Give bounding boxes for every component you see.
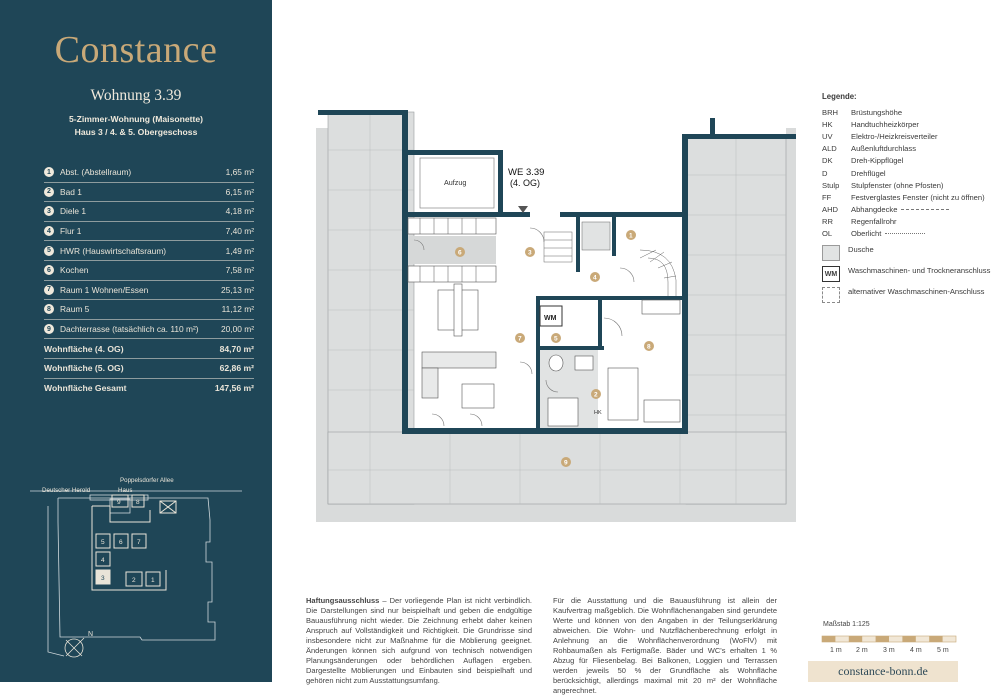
unit-location: Haus 3 / 4. & 5. Obergeschoss [74,127,198,137]
svg-text:8: 8 [647,343,651,351]
room-number-badge: 3 [44,206,54,216]
website-link[interactable]: constance-bonn.de [808,661,958,682]
legend-item: RR Regenfallrohr [822,217,897,227]
neighbor-label: Deutscher Herold [42,487,91,494]
storage-cabinet [582,222,610,250]
total-label: Wohnfläche (4. OG) [44,343,124,354]
svg-text:3: 3 [101,575,105,582]
room-name: Kochen [60,265,89,276]
room-area: 7,58 m² [225,265,254,276]
svg-text:7: 7 [137,539,141,546]
total-label: Wohnfläche Gesamt [44,382,127,393]
svg-text:2 m: 2 m [856,647,868,654]
unit-type: 5-Zimmer-Wohnung (Maisonette) [69,114,203,124]
room-area: 11,12 m² [221,304,254,315]
dashed-line-icon [901,209,949,210]
room-name: Dachterrasse (tatsächlich ca. 110 m²) [60,324,199,335]
street-label: Poppelsdorfer Allee [120,477,174,484]
stairs-hallway [544,232,572,262]
shower-icon [822,245,840,261]
stairs-upper [640,250,676,296]
disclaimer [306,596,532,686]
svg-text:4: 4 [101,557,105,564]
legend-item: FF Festverglastes Fenster (nicht zu öffnen) [822,192,985,202]
north-label: N [88,631,94,638]
svg-text:9: 9 [564,459,568,467]
room-name: Bad 1 [60,186,82,197]
legend-item: OL Oberlicht [822,228,992,240]
legend [822,92,992,303]
unit-title: Wohnung 3.39 [90,87,182,104]
room-name: Raum 5 [60,304,90,315]
bedroom [608,300,680,422]
total-area: 84,70 m² [219,343,254,354]
room-area: 7,40 m² [225,226,254,237]
room-number-badge: 9 [44,324,54,334]
bathroom [540,350,602,428]
total-area: 147,56 m² [214,382,254,393]
dining-table [438,284,478,336]
room-number-badge: 8 [44,304,54,314]
kitchen [408,218,496,282]
room-area: 4,18 m² [225,206,254,217]
alt-wm-icon [822,287,840,303]
room-name: HWR (Hauswirtschaftsraum) [60,245,167,256]
svg-text:1 m: 1 m [830,647,842,654]
room-area: 6,15 m² [225,186,254,197]
total-label: Wohnfläche (5. OG) [44,363,124,374]
wm-label: WM [544,315,557,322]
legend-shower: Dusche [822,245,992,261]
room-number-badge: 6 [44,265,54,275]
room-number-badge: 1 [44,167,54,177]
haus-label: Haus [118,487,133,494]
brand-logo: Constance [54,29,218,71]
legend-alt-wm: alternativer Waschmaschinen-Anschluss [822,287,992,303]
room-name: Diele 1 [60,206,87,217]
floor-label: (4. OG) [510,178,541,188]
room-number-badge: 2 [44,187,54,197]
elevator-label: Aufzug [444,178,467,187]
legend-title: Legende: [822,92,857,101]
total-area: 62,86 m² [219,363,254,374]
svg-text:2: 2 [594,391,598,399]
legend-item: DK Dreh-Kippflügel [822,156,904,166]
svg-text:6: 6 [458,249,462,257]
disclaimer-heading: Haftungsausschluss [306,596,380,605]
room-area: 25,13 m² [220,284,254,295]
legend-item: HK Handtuchheizkörper [822,119,919,129]
legend-item: AHD Abhangdecke [822,204,992,216]
svg-text:3 m: 3 m [883,647,895,654]
legend-item: D Drehflügel [822,168,886,178]
svg-text:7: 7 [518,335,522,343]
room-number-badge: 4 [44,226,54,236]
scale-label: Maßstab 1:125 [823,621,870,628]
contract-note: Für die Ausstattung und die Bauausführung ist allein der Kaufvertrag maßgeblich. Die Wohnflächenangaben sind gerundete Werte und können von den Angaben in der Teilungserklärung abweichen. Die Wohn- und Nutzflächenberechnung erfolgt in Anlehnung an die Wohnflächenverordnung (WoFlV) mit Rohbaumaßen als Fertigmaße. Bäder und WC's erhalten 1 % Abzug für Fliesenbelag. Bei Balkonen, Loggien und Terrassen werden jeweils 50 % der Grundfläche als Wohnfläche berücksichtigt, allerdings maximal mit 20 m² der Wohnfläche angerechnet. [553,596,777,696]
entry-arrow-icon [518,206,528,213]
room-name: Flur 1 [60,226,82,237]
sofa [422,352,496,408]
legend-wm: WM Waschmaschinen- und Trockneranschluss [822,266,992,282]
svg-text:2: 2 [132,577,136,584]
svg-text:5: 5 [101,539,105,546]
room-area: 20,00 m² [220,324,254,335]
svg-text:8: 8 [136,499,140,506]
legend-item: UV Elektro-/Heizkreisverteiler [822,131,938,141]
room-name: Raum 1 Wohnen/Essen [60,284,149,295]
svg-text:6: 6 [119,539,123,546]
scale-bar [822,636,956,654]
disclaimer-text: – Der vorliegende Plan ist nicht verbindlich. Die Darstellungen sind nur beispielhaft und geben die endgültige Bauausführung nicht wieder. Die Zeichnung erhebt daher keinen Anspruch auf Vollständigkeit und Richtigkeit. Die Grundrisse sind insbesondere nicht zur Maßnahme für die Möblierung geeignet. Änderungen können sich aufgrund von technisch notwendigen Planungsänderungen oder behördlichen Auflagen ergeben. Dargestellte Möblierungen und Einbauten sind beispielhaft und gehören nicht zum Ausstattungsumfang. [306,596,532,686]
svg-text:4: 4 [593,274,597,282]
dotted-line-icon [885,233,925,234]
unit-entry [508,167,544,213]
svg-text:9: 9 [117,499,121,506]
room-area: 1,49 m² [225,245,254,256]
svg-text:3: 3 [528,249,532,257]
svg-text:5: 5 [554,335,558,343]
room-number-badge: 5 [44,246,54,256]
heater-label: HK [594,410,602,416]
legend-item: ALD Außenluftdurchlass [822,144,917,154]
unit-label: WE 3.39 [508,167,545,178]
wm-icon: WM [822,266,840,282]
svg-text:4 m: 4 m [910,647,922,654]
legend-item: BRH Brüstungshöhe [822,107,903,117]
svg-text:5 m: 5 m [937,647,949,654]
room-name: Abst. (Abstellraum) [60,167,132,178]
room-number-badge: 7 [44,285,54,295]
svg-text:1: 1 [629,232,633,240]
svg-text:1: 1 [151,577,155,584]
legend-item: Stulp Stulpfenster (ohne Pfosten) [822,180,944,190]
room-area: 1,65 m² [225,167,254,178]
